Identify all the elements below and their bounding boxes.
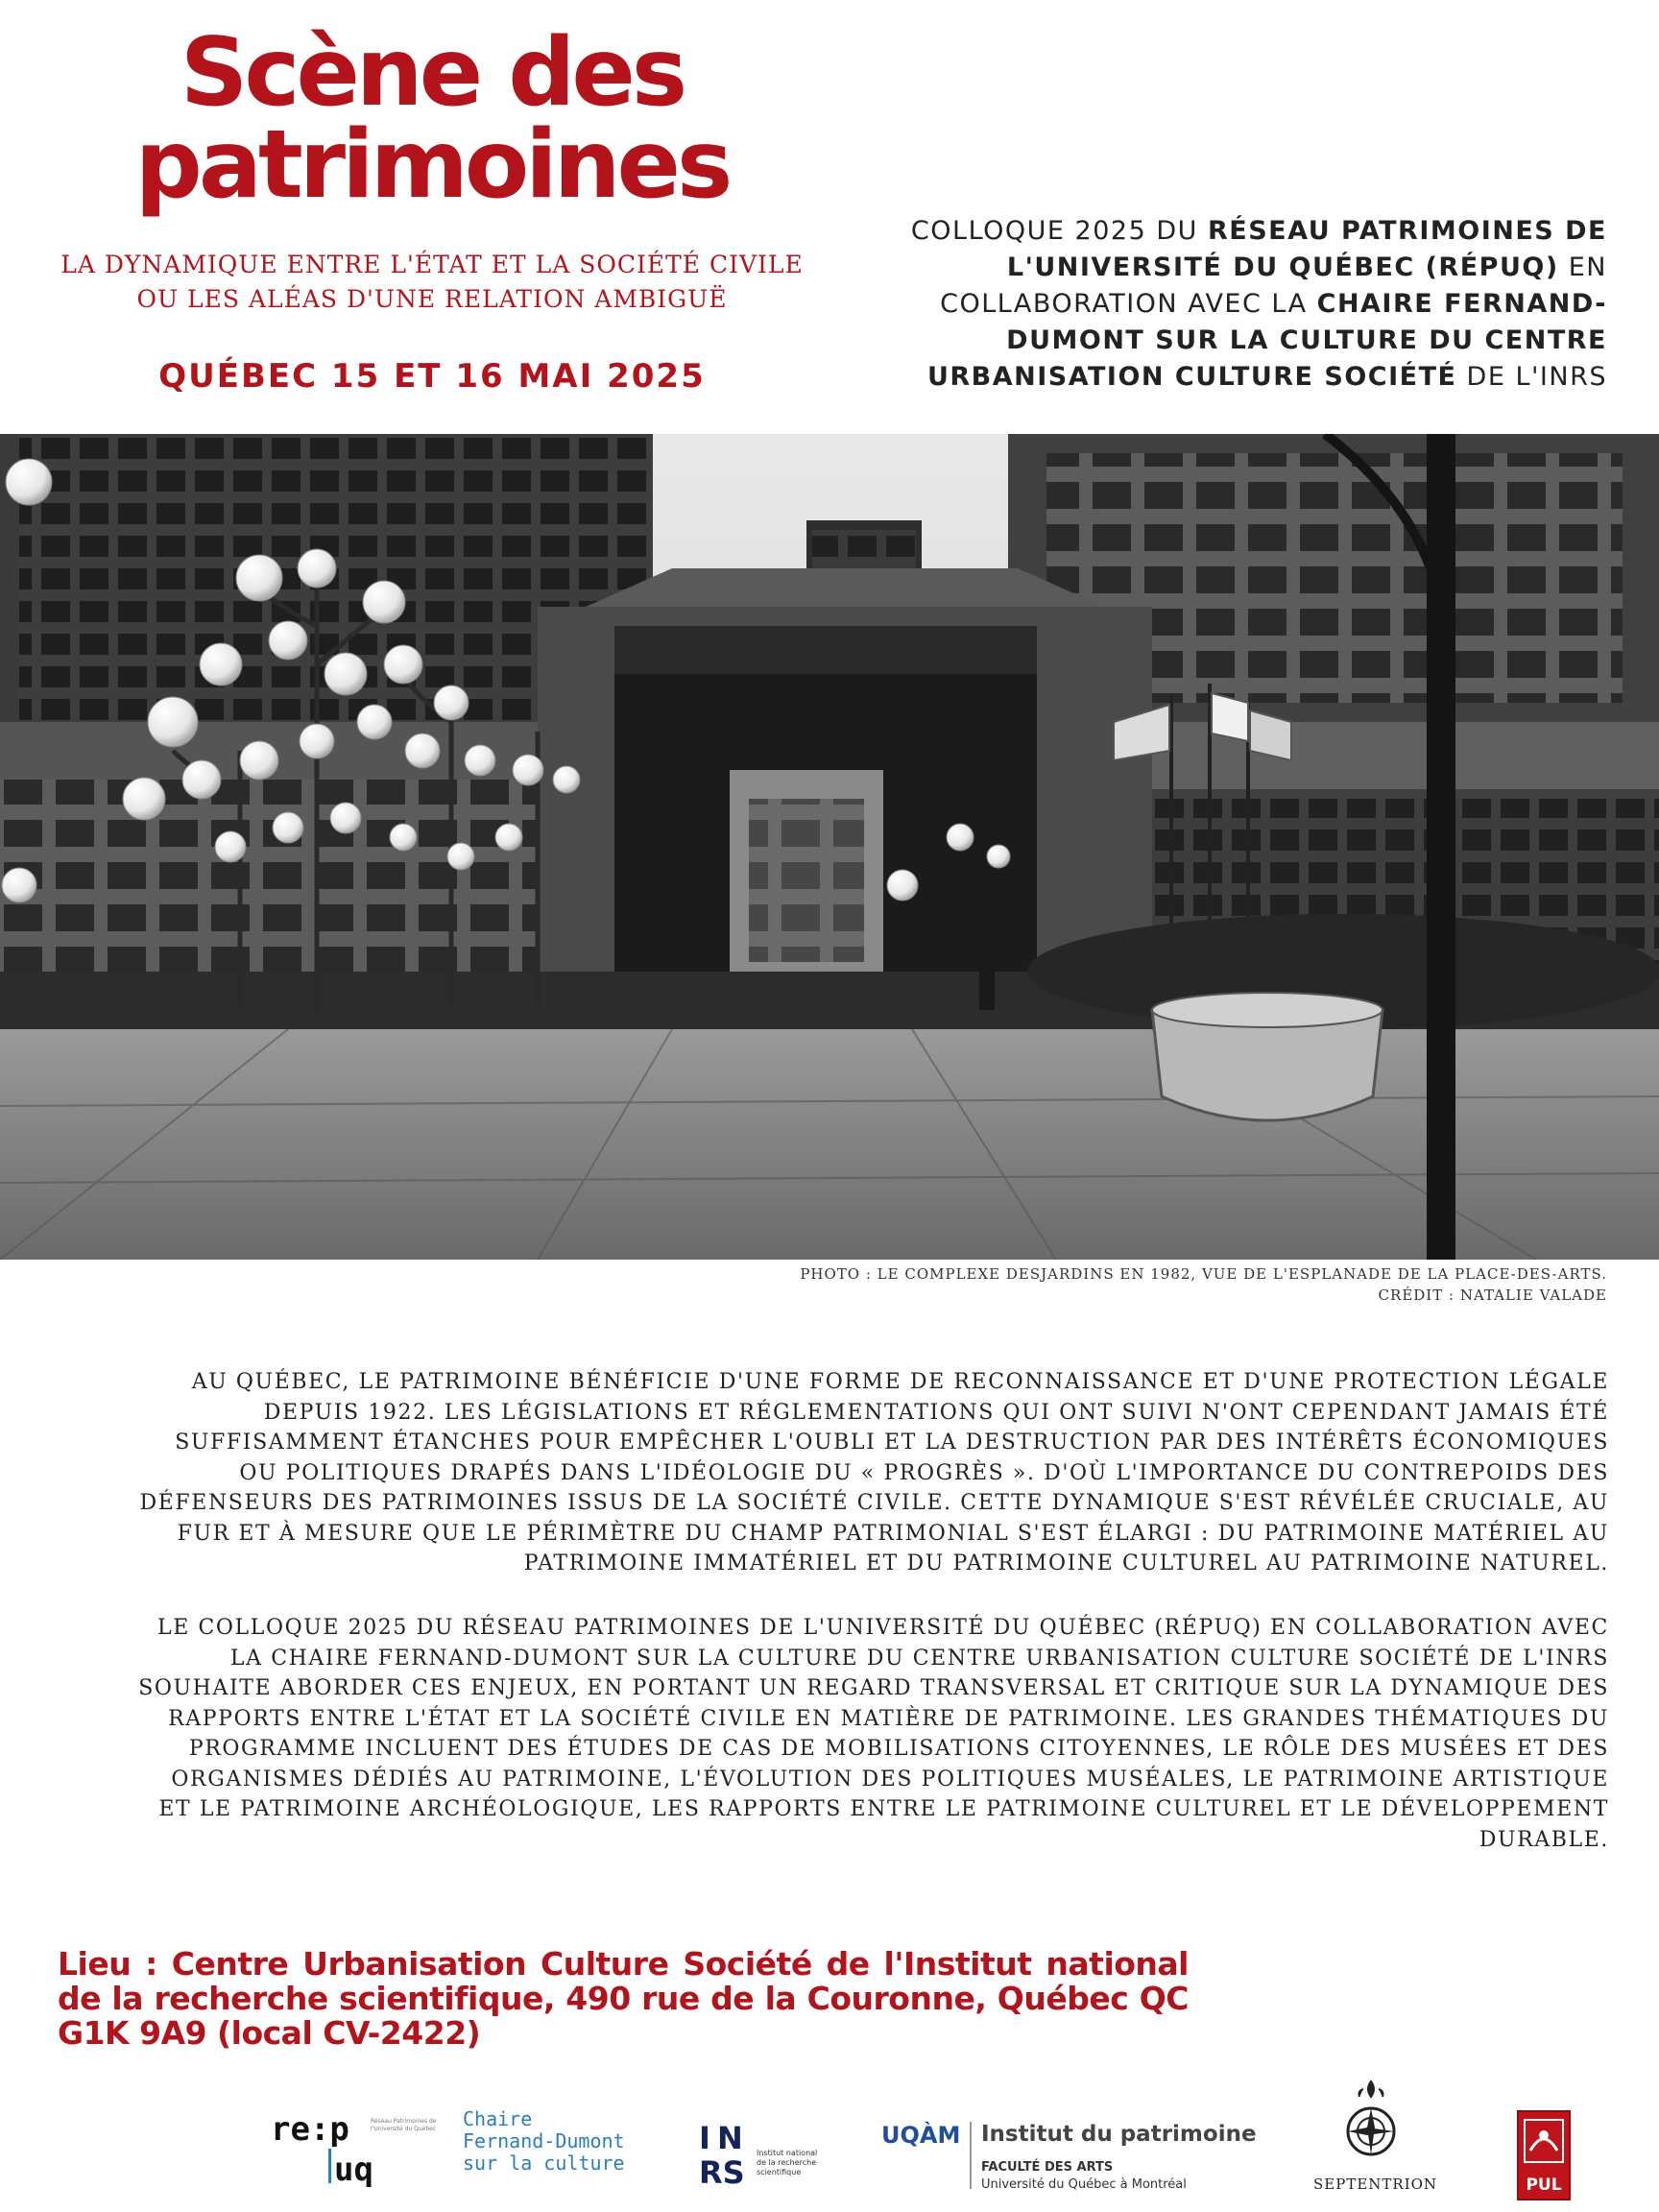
colloque-description [878,213,1607,396]
faculte-label: FACULTÉ DES ARTS [981,2160,1114,2175]
venue-info: Lieu : Centre Urbanisation Culture Société de l'Institut national de la recherche scientifique, 490 rue de la Couronne, Québec QC G1K 9A9 (local CV-2422) [58,1945,1189,2052]
repuq-small-text: Réseau Patrimoines de l'Université du Québec [371,2118,437,2132]
colloque-text-3: EN COLLABORATION AVEC LA [940,252,1607,319]
pul-wordmark: PUL [1526,2176,1562,2195]
colloque-text-2: RÉSEAU PATRIMOINES DE L'UNIVERSITÉ DU QUÉBEC (RÉPUQ) [1006,216,1607,282]
event-dates: QUÉBEC 15 ET 16 MAI 2025 [158,357,706,396]
chaire-line-3: sur la culture [463,2152,625,2175]
pul-emblem-icon [1519,2112,1569,2170]
uqam-institut-logo [881,2122,1265,2208]
institut-title: Institut du patrimoine [981,2122,1257,2147]
septentrion-logo [1313,2068,1438,2202]
chaire-logo [463,2108,625,2175]
inrs-mark-top: I N [699,2120,741,2156]
poster-subtitle: LA DYNAMIQUE ENTRE L'ÉTAT ET LA SOCIÉTÉ CIVILE OU LES ALÉAS D'UNE RELATION AMBIGUË [60,251,804,313]
repuq-logo [271,2110,437,2197]
inrs-logo [699,2120,824,2206]
photo-illustration [0,434,1659,1260]
pul-logo [1517,2110,1571,2200]
colloque-text-4: CHAIRE FERNAND-DUMONT SUR LA CULTURE DU CENTRE URBANISATION CULTURE SOCIÉTÉ [926,289,1607,392]
intro-paragraph: AU QUÉBEC, LE PATRIMOINE BÉNÉFICIE D'UNE FORME DE RECONNAISSANCE ET D'UNE PROTECTION LÉGALE DEPUIS 1922. LES LÉGISLATIONS ET RÉGLEMENTATIONS QUI ONT SUIVI N'ONT CEPENDANT JAMAIS ÉTÉ SUFFISAMMENT ÉTANCHES POUR EMPÊCHER L'OUBLI ET LA DESTRUCTION PAR DES INTÉRÊTS ÉCONOMIQUES OU POLITIQUES DRAPÉS DANS L'IDÉOLOGIE DU « PROGRÈS ». D'OÙ L'IMPORTANCE DU CONTREPOIDS DES DÉFENSEURS DES PATRIMOINES ISSUS DE LA SOCIÉTÉ CIVILE. CETTE DYNAMIQUE S'EST RÉVÉLÉE CRUCIALE, AU FUR ET À MESURE QUE LE PÉRIMÈTRE DU CHAMP PATRIMONIAL S'EST ÉLARGI : DU PATRIMOINE MATÉRIEL AU PATRIMOINE IMMATÉRIEL ET DU PATRIMOINE CULTUREL AU PATRIMOINE NATUREL. [139,1370,1609,1575]
septentrion-emblem-icon [1313,2068,1429,2164]
inrs-small-3: scientifique [757,2168,802,2176]
inrs-mark-bottom: RS [699,2154,745,2191]
complexe-desjardins-photo [0,434,1659,1260]
septentrion-wordmark: SEPTENTRION [1313,2176,1438,2193]
chaire-line-2: Fernand-Dumont [463,2129,625,2152]
repuq-mark-top: re:p [271,2110,349,2149]
colloque-text-1: COLLOQUE 2025 DU [910,216,1208,246]
caption-line-2: CRÉDIT : NATALIE VALADE [1378,1286,1607,1304]
program-paragraph: LE COLLOQUE 2025 DU RÉSEAU PATRIMOINES DE L'UNIVERSITÉ DU QUÉBEC (RÉPUQ) EN COLLABORATION AVEC LA CHAIRE FERNAND-DUMONT SUR LA CULTURE DU CENTRE URBANISATION CULTURE SOCIÉTÉ DE L'INRS SOUHAITE ABORDER CES ENJEUX, EN PORTANT UN REGARD TRANSVERSAL ET CRITIQUE SUR LA DYNAMIQUE DES RAPPORTS ENTRE L'ÉTAT ET LA SOCIÉTÉ CIVILE EN MATIÈRE DE PATRIMOINE. LES GRANDES THÉMATIQUES DU PROGRAMME INCLUENT DES ÉTUDES DE CAS DE MOBILISATIONS CITOYENNES, LE RÔLE DES MUSÉES ET DES ORGANISMES DÉDIÉS AU PATRIMOINE, L'ÉVOLUTION DES POLITIQUES MUSÉALES, LE PATRIMOINE ARTISTIQUE ET LE PATRIMOINE ARCHÉOLOGIQUE, LES RAPPORTS ENTRE LE PATRIMOINE CULTUREL ET LE DÉVELOPPEMENT DURABLE. [138,1616,1609,1852]
universite-label: Université du Québec à Montréal [981,2177,1187,2192]
photo-caption [647,1263,1607,1306]
chaire-line-1: Chaire [463,2107,533,2130]
inrs-small-2: de la recherche [757,2158,817,2167]
partner-logos [0,2064,1659,2212]
uqam-wordmark: UQÀM [881,2122,961,2149]
inrs-small-1: Institut national [757,2149,818,2157]
repuq-mark-bottom: uq [334,2151,373,2189]
poster-title: Scène des patrimoines [134,18,730,220]
caption-line-1: PHOTO : LE COMPLEXE DESJARDINS EN 1982, VUE DE L'ESPLANADE DE LA PLACE-DES-ARTS. [800,1265,1607,1283]
colloque-text-5: DE L'INRS [1456,362,1607,392]
